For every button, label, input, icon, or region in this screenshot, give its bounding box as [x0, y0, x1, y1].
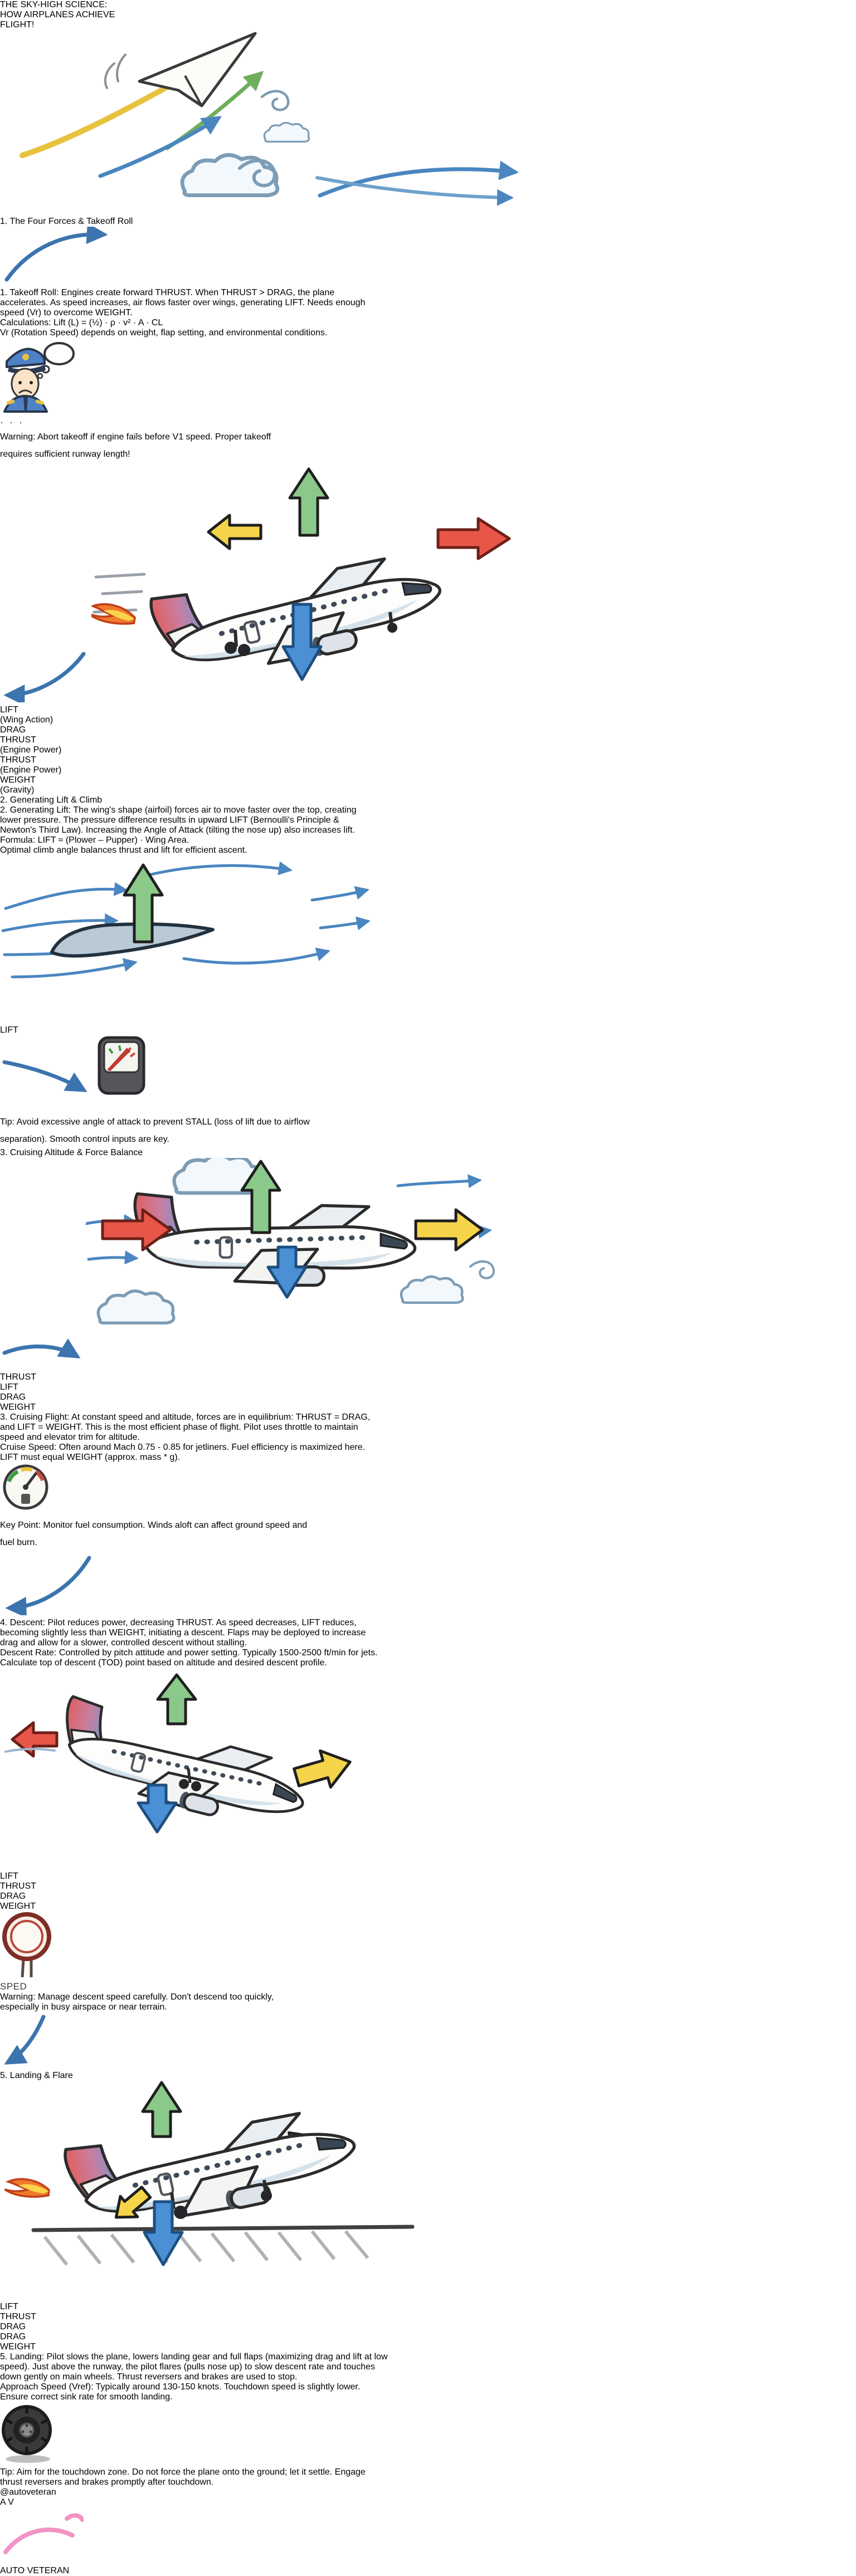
landing-paragraph: 5. Landing: Pilot slows the plane, lowers landing gear and full flaps (maximizing drag and lift at low speed). Just above the runway, the pilot flares (pulls nose up) to slow descent rate and touches down gently on main wheels. Thrust reversers and brakes are used to stop. [0, 2352, 388, 2382]
fuel-gauge-icon [0, 1463, 56, 1514]
weight-sublabel: (Gravity) [0, 785, 35, 795]
section2-heading-text: 2. Generating Lift & Climb [0, 795, 103, 805]
thrust-sublabel: (Engine Power) [0, 765, 62, 775]
descent-rate-note: Descent Rate: Controlled by pitch attitude and power setting. Typically 1500-2500 ft/min for jets. Calculate top of descent (TOD) point based on altitude and desired descent profile. [0, 1648, 378, 1668]
section1-heading-text: 1. The Four Forces & Takeoff Roll [0, 217, 133, 226]
thrust-label: THRUST [0, 735, 36, 745]
lift-equation: Calculations: Lift (L) = (½) · ρ · v² · A · CL [0, 318, 163, 328]
drag-label: DRAG [0, 725, 26, 735]
lift-label: LIFT [0, 1871, 18, 1881]
sped-badge-text: SPED [0, 1981, 27, 1992]
lift-label: LIFT [0, 1382, 18, 1392]
descent-paragraph: 4. Descent: Pilot reduces power, decreasing THRUST. As speed decreases, LIFT reduces, becoming slightly less than WEIGHT, initiating a descent. Flaps may be deployed to increase drag and allow for a slower, controlled descent without stalling. [0, 1618, 366, 1648]
lift-label: LIFT [0, 1025, 18, 1035]
logo-letter-v: V [8, 2497, 14, 2507]
takeoff-warning-text: Warning: Abort takeoff if engine fails before V1 speed. Proper takeoff requires sufficient runway length! [0, 432, 271, 459]
drag-label: DRAG [0, 2332, 26, 2342]
thrust-label: THRUST [0, 2312, 36, 2321]
page-title-line2: HOW AIRPLANES ACHIEVE [0, 10, 115, 19]
cruise-speed-note: Cruise Speed: Often around Mach 0.75 - 0.85 for jetliners. Fuel efficiency is maximized here. LIFT must equal WEIGHT (approx. mass * g). [0, 1443, 366, 1462]
section5-heading-text: 5. Landing & Flare [0, 2071, 73, 2080]
lift-label: LIFT [0, 705, 18, 715]
landing-tip-text: Tip: Aim for the touchdown zone. Do not force the plane onto the ground; let it settle. Engage thrust reversers and brakes promptly after touchdown. [0, 2467, 366, 2487]
weight-label: WEIGHT [0, 775, 36, 785]
lift-formula: Formula: LIFT ≈ (Plower – Pupper) · Wing Area. [0, 835, 189, 845]
takeoff-roll-paragraph: 1. Takeoff Roll: Engines create forward THRUST. When THRUST > DRAG, the plane accelerates. As speed increases, air flows faster over wings, generating LIFT. Needs enough speed (Vr) to overcome WEIGHT. [0, 288, 366, 317]
weight-label: WEIGHT [0, 2342, 36, 2352]
weight-label: WEIGHT [0, 1902, 36, 1911]
thrust-sublabel: (Engine Power) [0, 745, 62, 755]
descent-forces-diagram [0, 1668, 424, 1869]
logo-letter-a: A [0, 2497, 6, 2507]
watermark-logo [0, 2497, 856, 2566]
brand-veteran: VETERAN [27, 2566, 70, 2575]
stall-tip-text: Tip: Avoid excessive angle of attack to prevent STALL (loss of lift due to airflow separation). Smooth control inputs are key. [0, 1117, 310, 1144]
section5-heading [0, 2071, 856, 2081]
generating-lift-paragraph: 2. Generating Lift: The wing's shape (airfoil) forces air to move faster over the top, creating lower pressure. The pressure difference results in upward LIFT (Bernoulli's Principle & Newton's Third Law). Increasing the Angle of Attack (tilting the nose up) also increases lift. [0, 805, 357, 835]
keypoint-text: Key Point: Monitor fuel consumption. Winds aloft can affect ground speed and fuel burn. [0, 1521, 308, 1547]
thrust-label: THRUST [0, 1881, 36, 1891]
section3-heading-text: 3. Cruising Altitude & Force Balance [0, 1148, 143, 1157]
thrust-label: THRUST [0, 1372, 36, 1382]
flares-highlight: flares [159, 2362, 182, 2372]
spiral-binding [0, 0, 56, 1368]
page-title-line3: FLIGHT! [0, 20, 35, 30]
logo-scooter-doodle [0, 2507, 84, 2563]
approach-speed-note: Approach Speed (Vref): Typically around 130-150 knots. Touchdown speed is slightly lower. Ensure correct sink rate for smooth landing. [0, 2382, 361, 2402]
connector-arrow-icon [0, 2012, 53, 2068]
lift-label: LIFT [0, 2302, 18, 2311]
lift-sublabel: (Wing Action) [0, 715, 54, 725]
thrust-label: THRUST [0, 755, 36, 765]
stall-badge-text: STALL [0, 1101, 36, 1113]
page-title-line1: THE SKY-HIGH SCIENCE: [0, 0, 108, 9]
rotation-speed-note: Vr (Rotation Speed) depends on weight, flap setting, and environmental conditions. [0, 328, 328, 338]
drag-label: DRAG [0, 1891, 26, 1901]
brand-auto: AUTO [0, 2566, 25, 2575]
drag-label: DRAG [0, 2322, 26, 2331]
descent-warning-text: Warning: Manage descent speed carefully. Don't descend too quickly, especially in busy airspace or near terrain. [0, 1992, 274, 2012]
tire-icon [0, 2402, 56, 2465]
climb-angle-note: Optimal climb angle balances thrust and lift for efficient ascent. [0, 845, 247, 855]
landing-forces-diagram [0, 2081, 424, 2299]
weight-label: WEIGHT [0, 1402, 36, 1412]
connector-arrow-icon [0, 1551, 98, 1615]
thought-bubble-dots: · · · [0, 417, 24, 428]
watermark-brand [0, 2566, 856, 2576]
drag-label: DRAG [0, 1392, 26, 1402]
watermark-handle: @autoveteran [0, 2487, 56, 2497]
cruising-flight-paragraph: 3. Cruising Flight: At constant speed and altitude, forces are in equilibrium: THRUST = DRAG, and LIFT = WEIGHT. This is the most efficient phase of flight. Pilot uses throttle to maintain speed and elevator trim for altitude. [0, 1412, 371, 1442]
speed-sign-icon [0, 1912, 61, 1978]
